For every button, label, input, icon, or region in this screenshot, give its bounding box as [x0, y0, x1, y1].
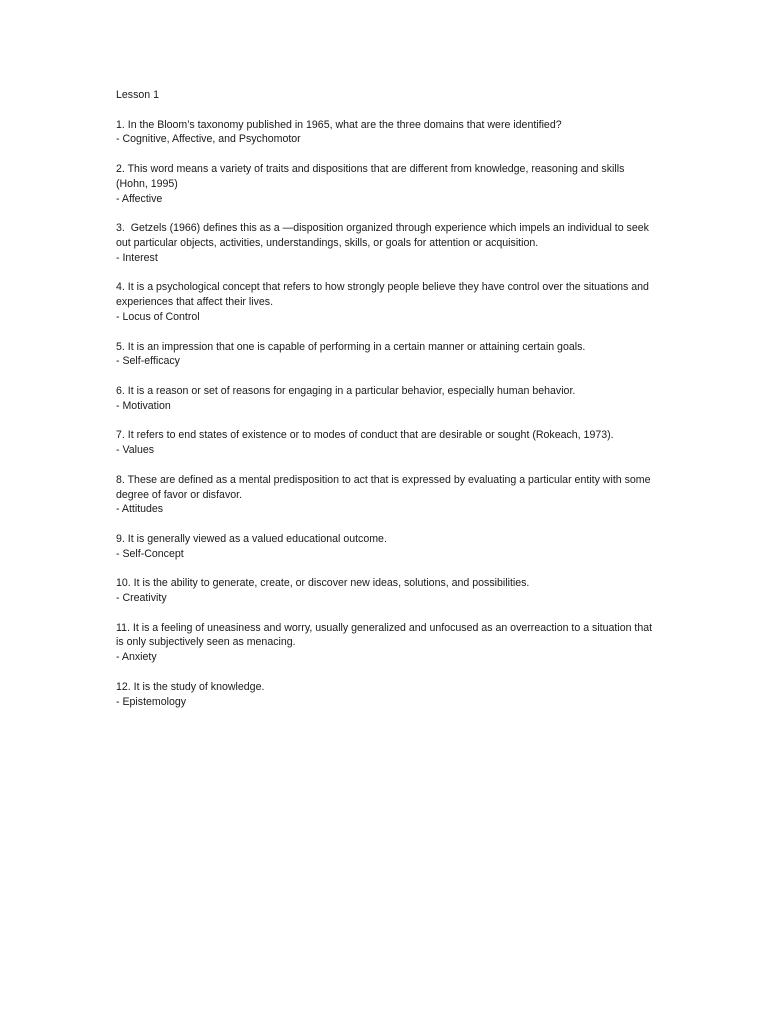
answer-text: - Creativity [116, 592, 167, 605]
qa-item-9 [116, 532, 658, 562]
qa-item-6 [116, 384, 658, 414]
question-text: 1. In the Bloom’s taxonomy published in 1965, what are the three domains that were identified? [116, 118, 562, 131]
qa-item-12 [116, 680, 658, 710]
answer-text: - Affective [116, 192, 163, 205]
qa-item-2 [116, 162, 658, 206]
answer-text: - Values [116, 444, 155, 457]
answer-text: - Attitudes [116, 503, 164, 516]
question-text: 7. It refers to end states of existence or to modes of conduct that are desirable or sought (Rokeach, 1973). [116, 429, 614, 442]
qa-item-3 [116, 221, 658, 265]
question-text: 6. It is a reason or set of reasons for engaging in a particular behavior, especially human behavior. [116, 384, 576, 397]
question-text: 11. It is a feeling of uneasiness and worry, usually generalized and unfocused as an overreaction to a situation that is only subjectively seen as menacing. [116, 621, 656, 649]
answer-text: - Cognitive, Affective, and Psychomotor [116, 133, 301, 146]
qa-item-8 [116, 473, 658, 517]
question-text: 2. This word means a variety of traits and dispositions that are different from knowledge, reasoning and skills (Hohn, 1995) [116, 162, 628, 190]
qa-item-11 [116, 621, 658, 665]
question-text: 9. It is generally viewed as a valued educational outcome. [116, 532, 387, 545]
answer-text: - Epistemology [116, 695, 187, 708]
question-text: 4. It is a psychological concept that refers to how strongly people believe they have control over the situations and experiences that affect their lives. [116, 281, 652, 309]
answer-text: - Self-Concept [116, 547, 184, 560]
question-text: 12. It is the study of knowledge. [116, 680, 265, 693]
qa-item-4 [116, 280, 658, 324]
qa-item-10 [116, 576, 658, 606]
answer-text: - Interest [116, 251, 158, 264]
qa-item-5 [116, 340, 658, 370]
answer-text: - Motivation [116, 399, 171, 412]
answer-text: - Locus of Control [116, 310, 200, 323]
answer-text: - Self-efficacy [116, 355, 180, 368]
question-text: 3. Getzels (1966) defines this as a —disposition organized through experience which impels an individual to seek out particular objects, activities, understandings, skills, or goals for attention or acquisition. [116, 222, 652, 249]
answer-text: - Anxiety [116, 651, 157, 664]
question-text: 5. It is an impression that one is capable of performing in a certain manner or attaining certain goals. [116, 340, 586, 353]
qa-item-7 [116, 428, 658, 458]
question-text: 10. It is the ability to generate, create, or discover new ideas, solutions, and possibilities. [116, 577, 530, 590]
lesson-title: Lesson 1 [116, 89, 159, 101]
question-text: 8. These are defined as a mental predisposition to act that is expressed by evaluating a particular entity with some degree of favor or disfavor. [116, 473, 654, 501]
qa-item-1 [116, 118, 658, 148]
